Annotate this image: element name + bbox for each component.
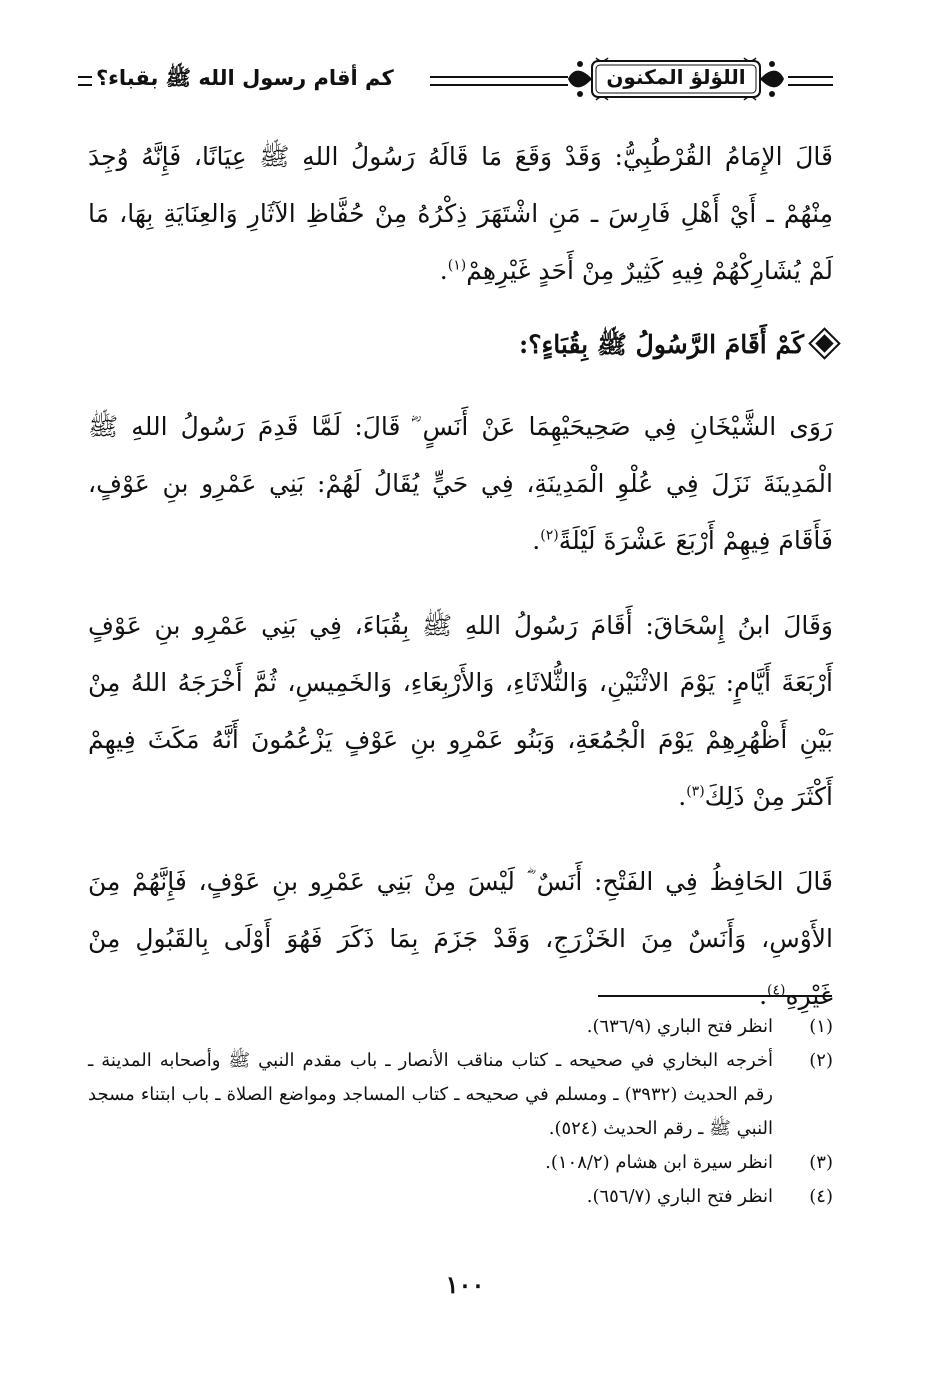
heading-text: كَمْ أَقَامَ الرَّسُولُ ﷺ بِقُبَاءٍ؟: [519, 330, 804, 359]
footnote-text: أخرجه البخاري في صحيحه ـ كتاب مناقب الأنصار ـ باب مقدم النبي ﷺ وأصحابه المدينة ـ رقم الحديث (٣٩٣٢) ـ ومسلم في صحيحه ـ كتاب المساجد ومواضع الصلاة ـ باب ابتناء مسجد النبي ﷺ ـ رقم الحديث (٥٢٤). [88, 1050, 774, 1139]
footnote-item [88, 1180, 833, 1214]
header-rule-middle [430, 76, 568, 86]
footnote-ref: (٢) [540, 527, 559, 544]
paragraph-text: رَوَى الشَّيْخَانِ فِي صَحِيحَيْهِمَا عَنْ أَنَسٍ ؓ قَالَ: لَمَّا قَدِمَ رَسُولُ اللهِ ﷺ الْمَدِينَةَ نَزَلَ فِي عُلْوِ الْمَدِينَةِ، فِي حَيٍّ يُقَالُ لَهُمْ: بَنِي عَمْرِو بنِ عَوْفٍ، فَأَقَامَ فِيهِمْ أَرْبَعَ عَشْرَةَ لَيْلَةً [88, 412, 833, 555]
footnote-item [88, 1146, 833, 1180]
paragraph-hafiz: قَالَ الحَافِظُ فِي الفَتْحِ: أَنَسٌ ؓ لَيْسَ مِنْ بَنِي عَمْرِو بنِ عَوْفٍ، فَإِنَّهُمْ مِنَ الأَوْسِ، وَأَنَسٌ مِنَ الخَزْرَجِ، وَقَدْ جَزَمَ بِمَا ذَكَرَ فَهُوَ أَوْلَى بِالقَبُولِ مِنْ غَيْرِهِ$^{(٤)}$. [88, 867, 833, 1010]
footnote-separator [598, 995, 832, 997]
paragraph-text: قَالَ الإِمَامُ القُرْطُبِيُّ: وَقَدْ وَقَعَ مَا قَالَهُ رَسُولُ اللهِ ﷺ عِيَانًا، فَإِنَّهُ وُجِدَ مِنْهُمْ ـ أَيْ أَهْلِ فَارِسَ ـ مَنِ اشْتَهَرَ ذِكْرُهُ مِنْ حُفَّاظِ الآثَارِ وَالعِنَايَةِ بِهَا، مَا لَمْ يُشَارِكْهُمْ فِيهِ كَثِيرٌ مِنْ أَحَدٍ غَيْرِهِمْ [88, 142, 833, 285]
running-header [78, 56, 833, 102]
footnote-ref: (٣) [686, 783, 705, 800]
paragraph-shaykhan: رَوَى الشَّيْخَانِ فِي صَحِيحَيْهِمَا عَنْ أَنَسٍ ؓ قَالَ: لَمَّا قَدِمَ رَسُولُ اللهِ ﷺ الْمَدِينَةَ نَزَلَ فِي عُلْوِ الْمَدِينَةِ، فِي حَيٍّ يُقَالُ لَهُمْ: بَنِي عَمْرِو بنِ عَوْفٍ، فَأَقَامَ فِيهِمْ أَرْبَعَ عَشْرَةَ لَيْلَةً$^{(٢)}$. [88, 412, 833, 555]
section-heading [519, 329, 831, 366]
paragraph-ibn-ishaq: وَقَالَ ابنُ إِسْحَاقَ: أَقَامَ رَسُولُ اللهِ ﷺ بِقُبَاءَ، فِي بَنِي عَمْرِو بنِ عَوْفٍ أَرْبَعَةَ أَيَّامٍ: يَوْمَ الاثْنَيْنِ، وَالثُّلاثَاءِ، وَالأَرْبِعَاءِ، وَالخَمِيسِ، ثُمَّ أَخْرَجَهُ اللهُ مِنْ بَيْنِ أَظْهُرِهِمْ يَوْمَ الْجُمُعَةِ، وَبَنُو عَمْرِو بنِ عَوْفٍ يَزْعُمُونَ أَنَّهُ مَكَثَ فِيهِمْ أَكْثَرَ مِنْ ذَلِكَ$^{(٣)}$. [88, 611, 833, 811]
paragraph-text: قَالَ الحَافِظُ فِي الفَتْحِ: أَنَسٌ ؓ لَيْسَ مِنْ بَنِي عَمْرِو بنِ عَوْفٍ، فَإِنَّهُمْ مِنَ الأَوْسِ، وَأَنَسٌ مِنَ الخَزْرَجِ، وَقَدْ جَزَمَ بِمَا ذَكَرَ فَهُوَ أَوْلَى بِالقَبُولِ مِنْ غَيْرِهِ [88, 867, 833, 1010]
footnote-text: انظر فتح الباري (٦٥٦/٧). [586, 1186, 773, 1207]
header-rule-right [788, 76, 833, 86]
footnote-item [88, 1010, 833, 1044]
footnote-text: انظر سيرة ابن هشام (١٠٨/٢). [545, 1152, 773, 1173]
diamond-bullet-icon [815, 334, 833, 352]
footnote-number: (٣) [809, 1152, 833, 1173]
footnote-ref: (٤) [767, 982, 786, 999]
footnote-number: (٢) [809, 1050, 833, 1071]
footnote-number: (٤) [809, 1186, 833, 1207]
header-rule-left [78, 76, 92, 86]
footnote-number: (١) [809, 1016, 833, 1037]
footnote-ref: (١) [447, 257, 467, 274]
footnote-text: انظر فتح الباري (٦٣٦/٩). [586, 1016, 773, 1037]
footnote-list [88, 1010, 833, 1214]
chapter-title: كم أقام رسول الله ﷺ بقباء؟ [96, 66, 394, 90]
paragraph-text: وَقَالَ ابنُ إِسْحَاقَ: أَقَامَ رَسُولُ اللهِ ﷺ بِقُبَاءَ، فِي بَنِي عَمْرِو بنِ عَوْفٍ أَرْبَعَةَ أَيَّامٍ: يَوْمَ الاثْنَيْنِ، وَالثُّلاثَاءِ، وَالأَرْبِعَاءِ، وَالخَمِيسِ، ثُمَّ أَخْرَجَهُ اللهُ مِنْ بَيْنِ أَظْهُرِهِمْ يَوْمَ الْجُمُعَةِ، وَبَنُو عَمْرِو بنِ عَوْفٍ يَزْعُمُونَ أَنَّهُ مَكَثَ فِيهِمْ أَكْثَرَ مِنْ ذَلِكَ [88, 611, 833, 811]
book-title: اللؤلؤ المكنون [606, 65, 746, 89]
page-number: ١٠٠ [445, 1270, 485, 1299]
paragraph-qurtubi: قَالَ الإِمَامُ القُرْطُبِيُّ: وَقَدْ وَقَعَ مَا قَالَهُ رَسُولُ اللهِ ﷺ عِيَانًا، فَإِنَّهُ وُجِدَ مِنْهُمْ ـ أَيْ أَهْلِ فَارِسَ ـ مَنِ اشْتَهَرَ ذِكْرُهُ مِنْ حُفَّاظِ الآثَارِ وَالعِنَايَةِ بِهَا، مَا لَمْ يُشَارِكْهُمْ فِيهِ كَثِيرٌ مِنْ أَحَدٍ غَيْرِهِمْ$^{(١)}$. [88, 142, 833, 285]
footnote-item [88, 1044, 833, 1146]
